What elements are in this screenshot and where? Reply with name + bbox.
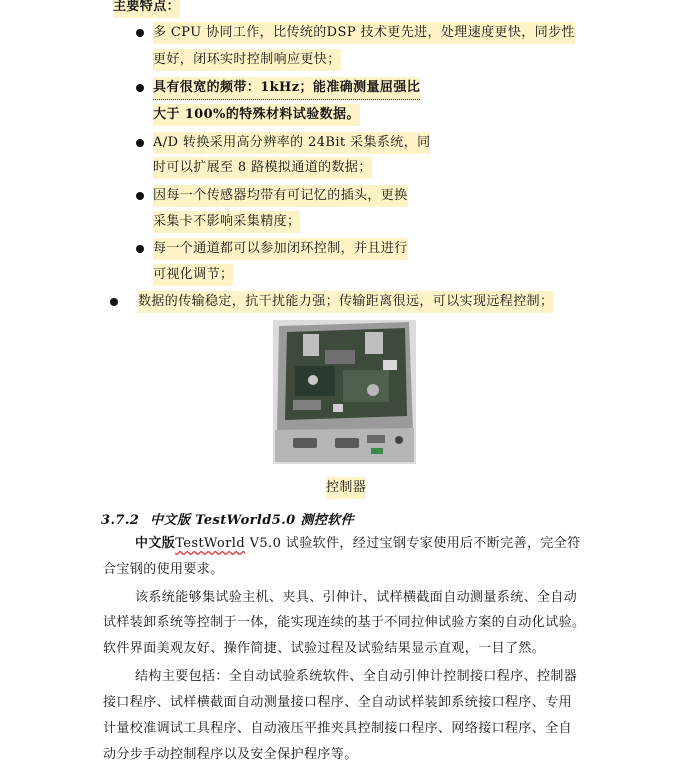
bullet-4-line1: 因每一个传感器均带有可记忆的插头，更换 — [153, 185, 408, 207]
features-title: 主要特点： — [113, 0, 180, 18]
para1-bold-lead: 中文版 — [135, 536, 176, 551]
bullet-3-line1: A/D 转换采用高分辨率的 24Bit 采集系统，同 — [153, 132, 430, 154]
subsection-title: 中文版 TestWorld5.0 测控软件 — [150, 513, 355, 528]
bullet-5-line1: 每一个通道都可以参加闭环控制，并且进行 — [153, 238, 408, 260]
para2-line1: 该系统能够集试验主机、夹具、引伸计、试样横截面自动测量系统、全自动 — [135, 590, 578, 605]
controller-illustration — [273, 320, 416, 464]
bullet-dot — [136, 29, 144, 37]
para3-line1: 结构主要包括：全自动试验系统软件、全自动引伸计控制接口程序、控制器 — [135, 669, 578, 684]
para3-line4: 动分步手动控制程序以及安全保护程序等。 — [103, 747, 358, 762]
para3-line3: 计量校准调试工具程序、自动液压平推夹具控制接口程序、网络接口程序、全自 — [103, 721, 573, 736]
bullet-4-line2: 采集卡不影响采集精度； — [153, 211, 300, 233]
subsection-heading — [101, 510, 354, 532]
bullet-1-line1: 多 CPU 协同工作，比传统的DSP 技术更先进，处理速度更快，同步性 — [153, 22, 575, 44]
para2-line2: 试样装卸系统等控制于一体，能实现连续的基于不同拉伸试验方案的自动化试验。 — [103, 615, 586, 630]
bullet-3-line2: 时可以扩展至 8 路模拟通道的数据； — [153, 157, 372, 179]
para2-line3: 软件界面美观友好、操作简捷、试验过程及试验结果显示直观，一目了然。 — [103, 641, 546, 656]
subsection-number: 3.7.2 — [101, 513, 140, 528]
bullet-dot — [136, 139, 144, 147]
bullet-dot — [136, 84, 144, 92]
para1-rest: V5.0 试验软件，经过宝钢专家使用后不断完善，完全符 — [245, 536, 581, 551]
outer-bullet-text: 数据的传输稳定，抗干扰能力强；传输距离很远，可以实现远程控制； — [138, 291, 553, 313]
figure-caption: 控制器 — [326, 477, 366, 499]
para1-line2: 合宝钢的使用要求。 — [103, 562, 224, 577]
bullet-2-line2: 大于 100%的特殊材料试验数据。 — [153, 104, 360, 126]
bullet-5-line2: 可视化调节； — [153, 264, 233, 286]
bullet-dot — [136, 192, 144, 200]
para1-line1 — [135, 533, 581, 555]
bullet-dot — [110, 298, 118, 306]
bullet-2-line1: 具有很宽的频带：1kHz；能准确测量屈强比 — [153, 77, 420, 100]
para3-line2: 接口程序、试样横截面自动测量接口程序、全自动试样装卸系统接口程序、专用 — [103, 695, 573, 710]
testworld-word: TestWorld — [175, 536, 246, 551]
controller-photo — [273, 320, 416, 464]
bullet-1-line2: 更好，闭环实时控制响应更快； — [153, 49, 341, 71]
bullet-dot — [136, 245, 144, 253]
